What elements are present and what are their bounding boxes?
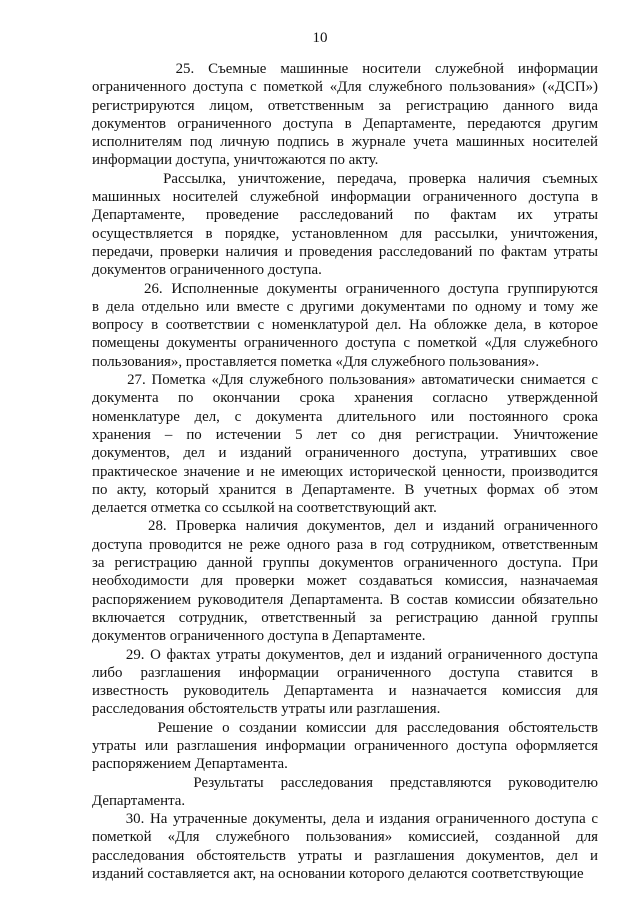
page-number: 10 [312, 30, 328, 46]
text-line: расследования обстоятельств утраты или разглашения. [92, 701, 441, 718]
paragraph [92, 646, 598, 719]
text-line: пометкой «Для служебного пользования» комиссией, созданной для [92, 829, 598, 846]
text-line: необходимости для проверки может создаваться комиссия, назначаемая [92, 573, 598, 590]
text-line: по акту, который хранится в Департаменте. В учетных формах об этом [92, 481, 598, 498]
paragraph [92, 810, 598, 883]
text-line: 29. О фактах утраты документов, дел и изданий ограниченного доступа [92, 646, 598, 663]
text-line: доступа проводится не реже одного раза в год сотрудником, ответственным [92, 536, 598, 553]
text-line: 25. Съемные машинные носители служебной информации [92, 61, 598, 77]
text-line: Рассылка, уничтожение, передача, проверка наличия съемных [92, 170, 598, 187]
text-line: регистрируются лицом, ответственным за регистрацию данного вида [92, 97, 598, 114]
text-line: Результаты расследования представляются руководителю [92, 774, 598, 791]
text-line: исполнителям под личную подпись в журнале учета машинных носителей [92, 134, 598, 151]
text-line: пользования», проставляется пометка «Для служебного пользования». [92, 353, 540, 370]
text-line: ограниченного доступа с пометкой «Для служебного пользования» («ДСП») [92, 79, 598, 96]
text-line: практическое значение и не имеющих исторической ценности, производится [92, 463, 598, 480]
paragraph [92, 774, 598, 811]
paragraph [92, 719, 598, 774]
text-line: расследования обстоятельств утраты и разглашения документов, дел и [92, 847, 598, 864]
text-line: 27. Пометка «Для служебного пользования» автоматически снимается с [92, 372, 598, 389]
text-line: 30. На утраченные документы, дела и издания ограниченного доступа с [92, 811, 598, 828]
text-line: распоряжением Департамента. [92, 756, 288, 773]
text-line: Департаменте, проведение расследований по фактам их утраты [92, 207, 598, 224]
text-line: утраты или разглашения информации ограниченного доступа оформляется [92, 737, 598, 754]
text-line: документов ограниченного доступа в Департаменте. [92, 628, 426, 645]
text-line: документов ограниченного доступа в Департаменте, передаются другим [92, 115, 598, 132]
text-line: передачи, проверки наличия и проведения расследований по фактам утраты [92, 243, 598, 260]
text-line: осуществляется в порядке, установленном для рассылки, уничтожения, [92, 225, 598, 242]
paragraph [92, 280, 598, 371]
paragraph [92, 371, 598, 517]
text-line: изданий составляется акт, на основании которого делаются соответствующие [92, 866, 584, 883]
paragraph [92, 60, 598, 170]
text-line: номенклатуре дел, с документа длительного или постоянного срока [92, 408, 598, 425]
text-line: хранения – по истечении 5 лет со дня регистрации. Уничтожение [92, 426, 598, 443]
text-line: помещены документы ограниченного доступа с пометкой «Для служебного [92, 335, 598, 352]
text-line: распоряжением руководителя Департамента. В состав комиссии обязательно [92, 591, 598, 608]
text-line: делается отметка со ссылкой на соответствующий акт. [92, 500, 437, 517]
text-line: включается сотрудник, ответственный за регистрацию данной группы [92, 609, 598, 626]
text-line: за регистрацию данной группы документов ограниченного доступа. При [92, 555, 598, 572]
text-line: машинных носителей служебной информации ограниченного доступа в [92, 189, 598, 206]
text-line: документа по окончании срока хранения согласно утвержденной [92, 390, 598, 407]
text-line: Решение о создании комиссии для расследования обстоятельств [92, 719, 598, 736]
text-line: в дела отдельно или вместе с другими документами по одному и тому же [92, 298, 598, 315]
document-body [92, 60, 598, 883]
text-line: 28. Проверка наличия документов, дел и изданий ограниченного [92, 518, 598, 535]
text-line: документов, дел и изданий ограниченного доступа, утративших свое [92, 445, 598, 462]
text-line: 26. Исполненные документы ограниченного доступа группируются [92, 280, 598, 297]
text-line: документов ограниченного доступа. [92, 262, 322, 279]
paragraph [92, 517, 598, 645]
text-line: вопросу в соответствии с номенклатурой дел. На обложке дела, в которое [92, 317, 598, 334]
text-line: Департамента. [92, 792, 186, 809]
text-line: либо разглашения информации ограниченного доступа ставится в [92, 664, 598, 681]
text-line: информации доступа, уничтожаются по акту. [92, 152, 379, 169]
paragraph [92, 170, 598, 280]
text-line: известность руководитель Департамента и назначается комиссия для [92, 683, 598, 700]
